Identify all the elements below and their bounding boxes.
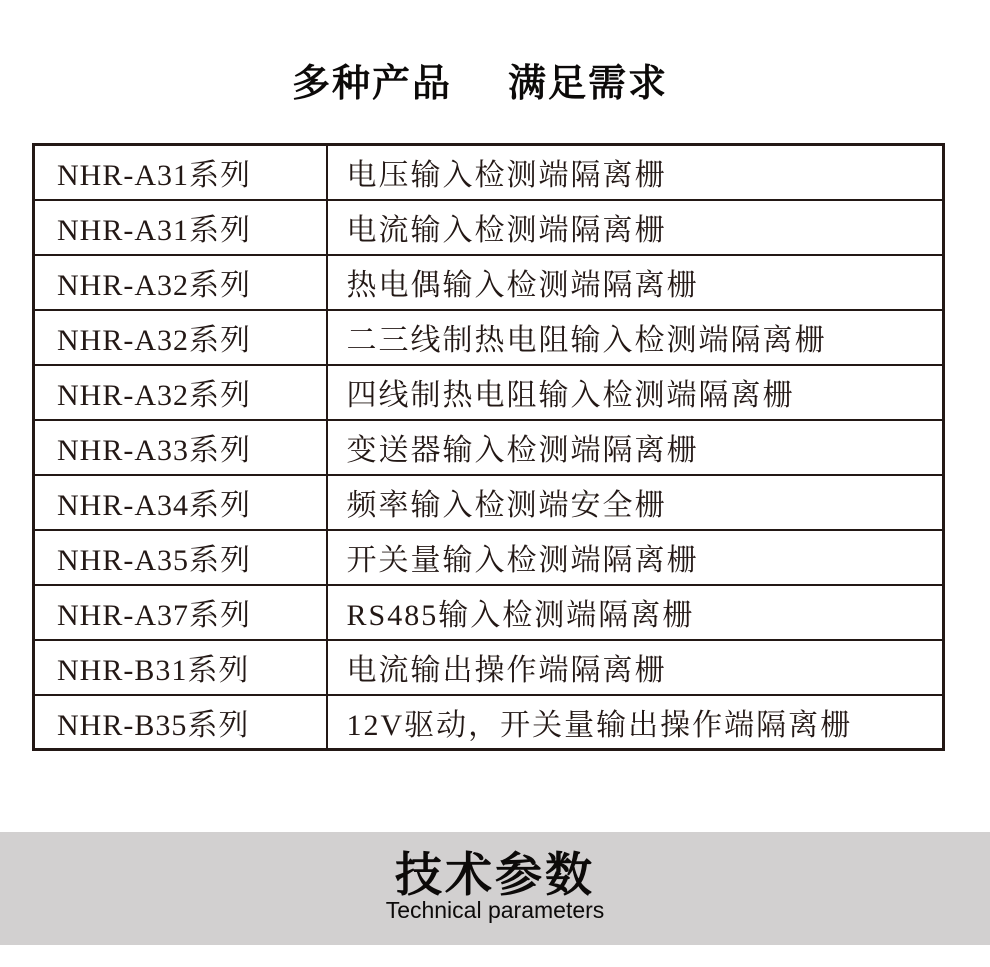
product-series-table [32,143,945,751]
table-row [34,420,944,475]
table-row [34,585,944,640]
tech-params-banner [0,832,990,945]
series-cell: NHR-B31系列 [34,640,327,695]
series-cell: NHR-A33系列 [34,420,327,475]
table-row [34,255,944,310]
description-cell: 12V驱动，开关量输出操作端隔离栅 [327,695,944,750]
description-cell: 电压输入检测端隔离栅 [327,145,944,200]
series-cell: NHR-A31系列 [34,145,327,200]
page-title [0,52,960,107]
table-row [34,200,944,255]
description-cell: RS485输入检测端隔离栅 [327,585,944,640]
table-row [34,475,944,530]
series-cell: NHR-A35系列 [34,530,327,585]
table-row [34,365,944,420]
series-cell: NHR-A31系列 [34,200,327,255]
series-cell: NHR-A32系列 [34,255,327,310]
table-row [34,530,944,585]
description-cell: 开关量输入检测端隔离栅 [327,530,944,585]
table-row [34,145,944,200]
table-row [34,310,944,365]
description-cell: 四线制热电阻输入检测端隔离栅 [327,365,944,420]
description-cell: 变送器输入检测端隔离栅 [327,420,944,475]
series-cell: NHR-A37系列 [34,585,327,640]
series-cell: NHR-A34系列 [34,475,327,530]
product-table-body [34,145,944,750]
table-row [34,695,944,750]
tech-params-title: 技术参数 [395,848,595,901]
description-cell: 热电偶输入检测端隔离栅 [327,255,944,310]
page-title-part2: 满足需求 [508,63,669,105]
description-cell: 电流输出操作端隔离栅 [327,640,944,695]
table-row [34,640,944,695]
description-cell: 频率输入检测端安全栅 [327,475,944,530]
series-cell: NHR-A32系列 [34,365,327,420]
series-cell: NHR-A32系列 [34,310,327,365]
series-cell: NHR-B35系列 [34,695,327,750]
tech-params-subtitle: Technical parameters [385,896,605,923]
page-title-part1: 多种产品 [291,63,452,105]
description-cell: 二三线制热电阻输入检测端隔离栅 [327,310,944,365]
description-cell: 电流输入检测端隔离栅 [327,200,944,255]
